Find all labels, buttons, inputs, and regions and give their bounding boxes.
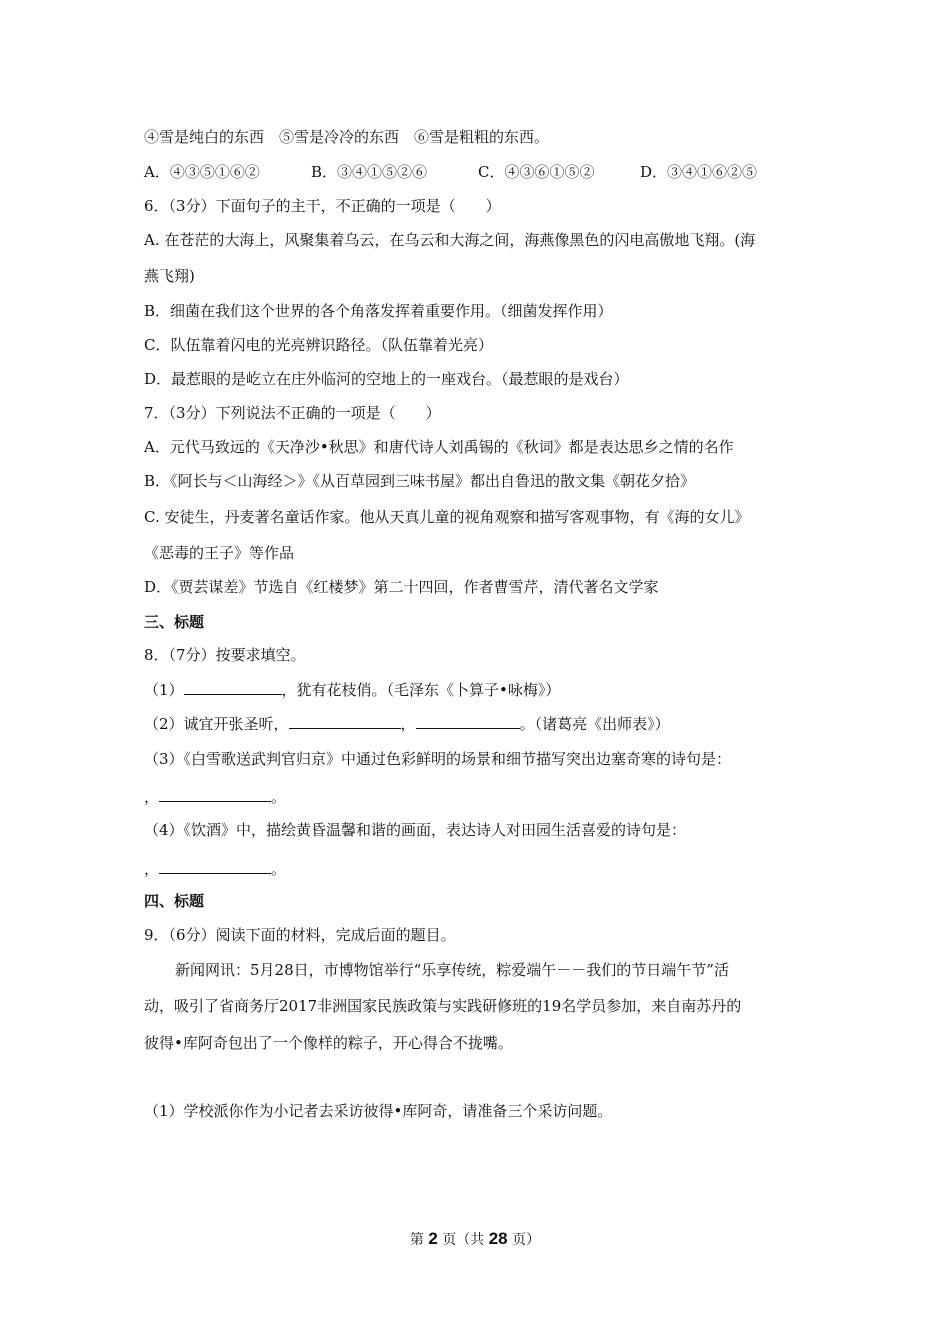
q8-item-4-answer [144, 858, 286, 879]
footer-prefix: 第 [409, 1232, 429, 1248]
q8-4-prefix: ， [144, 860, 160, 878]
q7-option-a: A．元代马致远的《天净沙•秋思》和唐代诗人刘禹锡的《秋词》都是表达思乡之情的名作 [144, 438, 734, 456]
q6-option-a-line2: 燕飞翔) [144, 267, 195, 285]
q8-2-suffix: 。（诸葛亮《出师表》） [519, 715, 670, 733]
q9-passage-line2: 动，吸引了省商务厅2017非洲国家民族政策与实践研修班的19名学员参加，来自南苏丹的 [144, 997, 742, 1015]
question-7: 7．（3分）下列说法不正确的一项是（ ） [144, 404, 441, 422]
q9-passage-line1: 新闻网讯：5月28日，市博物馆举行“乐享传统，粽爱端午－－我们的节日端午节”活 [175, 961, 729, 979]
q8-2-blank-1 [289, 713, 401, 729]
q8-2-middle: ， [400, 715, 416, 733]
q9-subquestion-1: （1）学校派你作为小记者去采访彼得•库阿奇，请准备三个采访问题。 [144, 1102, 613, 1120]
q9-passage-line3: 彼得•库阿奇包出了一个像样的粽子，开心得合不拢嘴。 [144, 1034, 513, 1052]
footer-total-pages: 28 [488, 1229, 508, 1248]
section-3-heading: 三、标题 [144, 613, 205, 631]
q8-2-blank-2 [416, 713, 520, 729]
q8-item-2 [144, 713, 670, 734]
q8-4-suffix: 。 [271, 860, 287, 878]
q8-3-blank [159, 786, 271, 802]
footer-suffix: 页） [507, 1232, 541, 1248]
question-8: 8．（7分）按要求填空。 [144, 646, 306, 664]
q8-4-blank [159, 858, 271, 874]
q8-item-1 [144, 679, 560, 700]
q8-3-prefix: ， [144, 788, 160, 806]
q8-1-prefix: （1） [144, 681, 184, 699]
footer-middle: 页（共 [437, 1232, 489, 1248]
q5-option-c: C．④③⑥①⑤② [478, 163, 595, 181]
q8-item-3-answer [144, 786, 286, 807]
q5-option-d: D．③④①⑥②⑤ [640, 163, 758, 181]
q8-1-blank [184, 679, 282, 695]
question-6: 6．（3分）下面句子的主干，不正确的一项是（ ） [144, 197, 501, 215]
q8-3-suffix: 。 [271, 788, 287, 806]
q5-option-a: A．④③⑤①⑥② [144, 163, 260, 181]
q8-2-prefix: （2）诚宜开张圣听， [144, 715, 289, 733]
line-q5-items: ④雪是纯白的东西 ⑤雪是冷冷的东西 ⑥雪是粗粗的东西。 [144, 128, 550, 146]
question-9: 9．（6分）阅读下面的材料，完成后面的题目。 [144, 926, 456, 944]
q7-option-c-line1: C. 安徒生，丹麦著名童话作家。他从天真儿童的视角观察和描写客观事物，有《海的女儿》 [144, 508, 750, 526]
q7-option-d: D．《贾芸谋差》节选自《红楼梦》第二十四回，作者曹雪芹，清代著名文学家 [144, 578, 659, 596]
q8-item-4: （4）《饮酒》中，描绘黄昏温馨和谐的画面，表达诗人对田园生活喜爱的诗句是： [144, 821, 687, 839]
q7-option-c-line2: 《恶毒的王子》等作品 [144, 544, 295, 562]
q6-option-a-line1: A. 在苍茫的大海上，风聚集着乌云，在乌云和大海之间，海燕像黑色的闪电高傲地飞翔。(海 [144, 231, 756, 249]
footer-page-number: 2 [428, 1229, 438, 1248]
q6-option-c: C．队伍靠着闪电的光亮辨识路径。（队伍靠着光亮） [144, 336, 493, 354]
q8-1-suffix: ，犹有花枝俏。（毛泽东《卜算子•咏梅》） [281, 681, 561, 699]
q7-option-b: B．《阿长与＜山海经＞》《从百草园到三味书屋》都出自鲁迅的散文集《朝花夕拾》 [144, 472, 696, 490]
q5-options [144, 162, 757, 182]
q6-option-d: D．最惹眼的是屹立在庄外临河的空地上的一座戏台。（最惹眼的是戏台） [144, 370, 629, 388]
section-4-heading: 四、标题 [144, 892, 205, 910]
q5-option-b: B．③④①⑤②⑥ [311, 163, 428, 181]
q6-option-b: B．细菌在我们这个世界的各个角落发挥着重要作用。（细菌发挥作用） [144, 302, 613, 320]
q8-item-3: （3）《白雪歌送武判官归京》中通过色彩鲜明的场景和细节描写突出边塞奇寒的诗句是： [144, 750, 732, 768]
page-footer [0, 1229, 950, 1250]
